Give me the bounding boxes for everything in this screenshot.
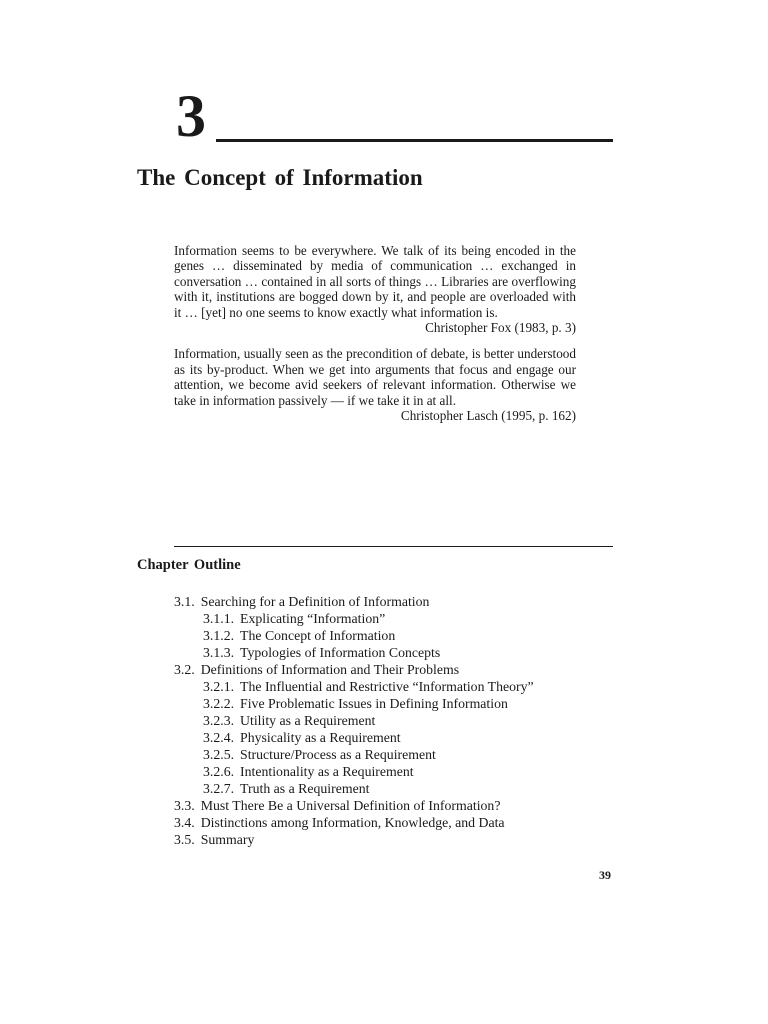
outline-item — [174, 593, 534, 610]
outline-item-label: Five Problematic Issues in Defining Information — [240, 696, 508, 711]
outline-item-number: 3.1. — [174, 594, 195, 609]
outline-item — [174, 831, 534, 848]
outline-item-number: 3.4. — [174, 815, 195, 830]
outline-item-label: Must There Be a Universal Definition of Information? — [200, 798, 501, 813]
outline-item-label: The Influential and Restrictive “Information Theory” — [240, 679, 534, 694]
epigraph-lasch — [174, 346, 576, 423]
chapter-title: The Concept of Information — [137, 165, 423, 190]
outline-item-label: Summary — [200, 832, 255, 847]
outline-item-label: Typologies of Information Concepts — [240, 645, 441, 660]
outline-item-number: 3.2. — [174, 662, 195, 677]
chapter-number: 3 — [176, 83, 206, 149]
outline-item — [174, 729, 534, 746]
outline-item-label: Intentionality as a Requirement — [240, 764, 414, 779]
outline-item — [174, 644, 534, 661]
epigraph-attribution: Christopher Fox (1983, p. 3) — [425, 320, 576, 336]
outline-item-number: 3.2.5. — [203, 747, 235, 762]
outline-item — [174, 814, 534, 831]
outline-item-number: 3.2.2. — [203, 696, 235, 711]
outline-item — [174, 746, 534, 763]
outline-item-number: 3.2.4. — [203, 730, 235, 745]
epigraph-fox — [174, 243, 576, 335]
outline-item-label: Definitions of Information and Their Problems — [200, 662, 460, 677]
outline-item — [174, 712, 534, 729]
outline-item-label: Physicality as a Requirement — [240, 730, 401, 745]
chapter-outline-list — [174, 593, 534, 848]
outline-item-number: 3.1.3. — [203, 645, 235, 660]
outline-item-number: 3.5. — [174, 832, 195, 847]
outline-item — [174, 780, 534, 797]
outline-item-label: Explicating “Information” — [240, 611, 386, 626]
epigraph-text: Information, usually seen as the precondition of debate, is better understood as its by-product. When we get into arguments that focus and engage our attention, we become avid seekers of relevant information. Otherwise we take in information passively — if we take it in at all. — [174, 346, 576, 408]
outline-item-number: 3.2.6. — [203, 764, 235, 779]
outline-item — [174, 661, 534, 678]
epigraph-text: Information seems to be everywhere. We talk of its being encoded in the genes … disseminated by media of communication … exchanged in conversation … contained in all sorts of things … Libraries are overflowing with it, institutions are bogged down by it, and people are overloaded with it … [yet] no one seems to know exactly what information is. — [174, 243, 576, 320]
outline-item-label: Searching for a Definition of Information — [200, 594, 430, 609]
outline-item-number: 3.2.7. — [203, 781, 235, 796]
epigraphs — [174, 243, 576, 434]
outline-item-number: 3.1.1. — [203, 611, 235, 626]
outline-item-label: Distinctions among Information, Knowledge, and Data — [200, 815, 505, 830]
outline-item — [174, 627, 534, 644]
outline-item-number: 3.2.1. — [203, 679, 235, 694]
outline-item-number: 3.1.2. — [203, 628, 235, 643]
outline-item — [174, 695, 534, 712]
outline-item-label: Utility as a Requirement — [240, 713, 376, 728]
outline-item-label: Structure/Process as a Requirement — [240, 747, 436, 762]
outline-item-label: The Concept of Information — [240, 628, 396, 643]
outline-item-number: 3.3. — [174, 798, 195, 813]
outline-item-label: Truth as a Requirement — [240, 781, 370, 796]
epigraph-attribution: Christopher Lasch (1995, p. 162) — [400, 408, 576, 424]
page-number: 39 — [599, 868, 611, 882]
outline-item — [174, 797, 534, 814]
outline-item-number: 3.2.3. — [203, 713, 235, 728]
outline-item — [174, 763, 534, 780]
outline-item — [174, 678, 534, 695]
outline-item — [174, 610, 534, 627]
outline-rule — [174, 546, 613, 547]
chapter-rule — [216, 139, 613, 142]
outline-heading: Chapter Outline — [137, 557, 241, 573]
